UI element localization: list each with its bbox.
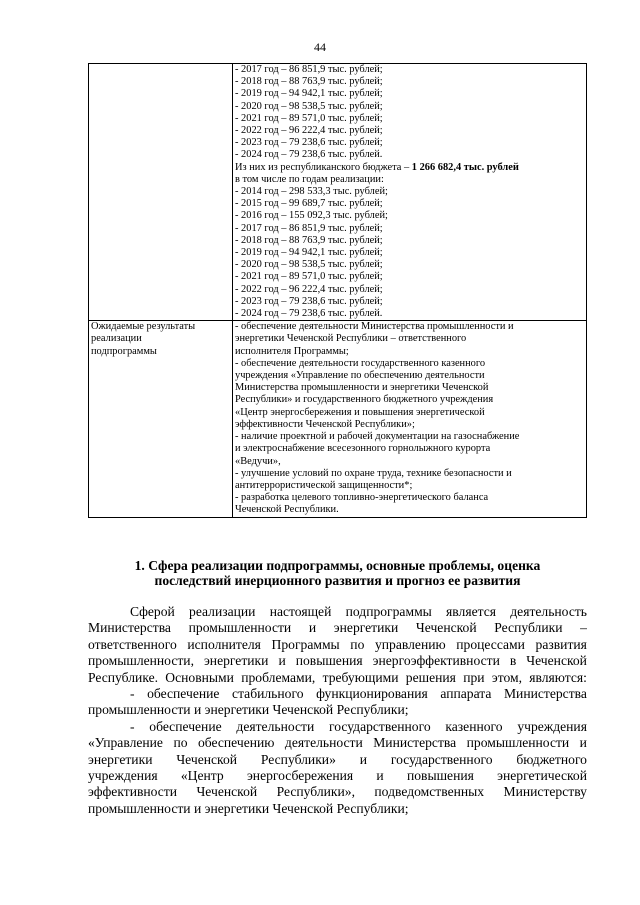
word: Министерства: [88, 620, 171, 636]
table-line: «Ведучи»,: [235, 455, 281, 467]
word: и: [579, 735, 587, 751]
word: по: [173, 735, 188, 751]
section-body: [88, 604, 587, 817]
word: Республики»,: [276, 784, 355, 800]
subprogram-passport-table: [88, 63, 587, 518]
text-line: [88, 752, 587, 768]
problem-item-apparatus: [88, 686, 587, 702]
expected-results-label: [89, 321, 233, 517]
word: Министерства: [503, 686, 587, 702]
word: обеспечение: [147, 686, 220, 702]
problem-item-institutions-last-line: промышленности и энергетики Чеченской Республики;: [88, 800, 409, 816]
word: ответственного: [88, 636, 177, 652]
word: бюджетного: [516, 751, 587, 767]
word: Республики»: [260, 751, 336, 767]
text-line: [88, 670, 587, 686]
word: и: [308, 620, 317, 636]
word: при: [463, 669, 485, 685]
word: Чеченской: [415, 620, 477, 636]
table-line: - 2019 год – 94 942,1 тыс. рублей;: [235, 88, 383, 100]
table-line: - улучшение условий по охране труда, технике безопасности и: [235, 467, 512, 479]
expected-results-row: [89, 321, 587, 517]
word: промышленности: [188, 620, 292, 636]
table-line: - 2023 год – 79 238,6 тыс. рублей;: [235, 295, 383, 307]
word: повышения: [295, 653, 363, 669]
table-line: - 2024 год – 79 238,6 тыс. рублей.: [235, 149, 383, 161]
word: -: [130, 718, 135, 734]
word: учреждения: [88, 768, 158, 784]
word: Республике.: [88, 669, 159, 685]
table-line: - 2017 год – 86 851,9 тыс. рублей;: [235, 64, 383, 75]
funding-row-value-cell: [233, 64, 587, 321]
word: обеспечение: [149, 718, 222, 734]
word: реализации: [189, 604, 256, 619]
word: энергосбережения: [246, 768, 354, 784]
table-line: - 2020 год – 98 538,5 тыс. рублей;: [235, 100, 383, 112]
text-line: [88, 768, 587, 784]
word: промышленности,: [88, 653, 194, 669]
table-line: Министерства промышленности и энергетики Чеченской: [235, 382, 489, 394]
word: учреждения: [517, 718, 587, 734]
word: являются:: [529, 669, 587, 685]
word: и: [359, 751, 368, 767]
text-line: [88, 686, 587, 702]
section-heading: [88, 559, 587, 588]
table-line: Республики» и государственного бюджетного учреждения: [235, 394, 494, 406]
paragraph-scope: [88, 604, 587, 686]
text-line: [88, 719, 587, 735]
word: Республики: [494, 620, 563, 636]
word: аппарата: [440, 686, 492, 702]
word: проблемами,: [241, 669, 316, 685]
word: решения: [405, 669, 456, 685]
word: энергетики: [333, 620, 399, 636]
expected-results-list: [233, 321, 587, 517]
text-line: [88, 653, 587, 669]
word: стабильного: [232, 686, 304, 702]
word: Программы: [271, 636, 340, 652]
word: процессами: [456, 636, 525, 652]
table-line: антитеррористической защищенности*;: [235, 479, 413, 491]
word: исполнителя: [187, 636, 261, 652]
word: является: [446, 604, 497, 619]
word: Сферой: [130, 604, 175, 619]
word: подведомственных: [374, 784, 485, 800]
word: Министерству: [503, 784, 587, 800]
word: по: [350, 636, 365, 652]
word: обеспечению: [197, 735, 275, 751]
table-line: Чеченской Республики.: [235, 504, 339, 516]
table-line: - 2022 год – 96 222,4 тыс. рублей;: [235, 125, 383, 137]
funding-years-list: [235, 64, 584, 162]
table-line: - 2015 год – 99 689,7 тыс. рублей;: [235, 198, 383, 210]
table-line: - разработка целевого топливно-энергетического баланса: [235, 492, 489, 504]
word: энергетики: [88, 751, 153, 767]
word: эффективности: [88, 784, 178, 800]
word: государственного: [390, 751, 493, 767]
text-line: [88, 620, 587, 636]
table-line: подпрограммы: [91, 345, 157, 357]
word: –: [580, 620, 587, 636]
text-line: [88, 735, 587, 751]
regional-budget-total: 1 266 682,4 тыс. рублей: [411, 161, 519, 173]
word: и: [376, 768, 384, 784]
table-line: Ожидаемые результаты: [91, 321, 196, 333]
table-line: - 2020 год – 98 538,5 тыс. рублей;: [235, 259, 383, 271]
word: деятельности: [236, 718, 315, 734]
word: «Центр: [180, 768, 224, 784]
word: казенного: [445, 718, 503, 734]
word: этом,: [491, 669, 522, 685]
word: Основными: [165, 669, 234, 685]
word: в: [509, 653, 517, 669]
table-line: - 2022 год – 96 222,4 тыс. рублей;: [235, 283, 383, 295]
page-number: 44: [314, 40, 326, 54]
table-line: - 2017 год – 86 851,9 тыс. рублей;: [235, 222, 383, 234]
word: энергетики: [203, 653, 269, 669]
word: Чеченской: [176, 751, 238, 767]
problem-item-institutions: [88, 719, 587, 801]
table-line: учреждения «Управление по обеспечению деятельности: [235, 370, 485, 382]
word: энергетической: [497, 768, 587, 784]
regional-budget-prefix: Из них из республиканского бюджета –: [235, 161, 412, 173]
word: управлению: [374, 636, 446, 652]
word: Министерства: [373, 735, 457, 751]
word: Чеченской: [526, 653, 587, 669]
table-line: реализации: [91, 333, 142, 345]
word: промышленности: [466, 735, 570, 751]
word: требующими: [322, 669, 399, 685]
regional-years-list: [235, 186, 584, 320]
table-line: - 2018 год – 88 763,9 тыс. рублей;: [235, 234, 383, 246]
table-line: - наличие проектной и рабочей документации на газоснабжение: [235, 431, 520, 443]
table-line: - 2014 год – 298 533,3 тыс. рублей;: [235, 186, 388, 198]
word: энергоэффективности: [372, 653, 500, 669]
table-line: - 2016 год – 155 092,3 тыс. рублей;: [235, 210, 388, 222]
funding-row-label-cell: [89, 64, 233, 321]
table-line: энергетики Чеченской Республики – ответственного: [235, 333, 467, 345]
problem-item-apparatus-last-line: промышленности и энергетики Чеченской Республики;: [88, 702, 409, 718]
table-line: - 2018 год – 88 763,9 тыс. рублей;: [235, 76, 383, 88]
by-years-caption: в том числе по годам реализации:: [235, 173, 384, 185]
text-line: [88, 604, 587, 620]
section-heading-line: последствий инерционного развития и прогноз ее развития: [154, 572, 521, 588]
word: -: [130, 686, 135, 702]
table-line: - 2023 год – 79 238,6 тыс. рублей;: [235, 137, 383, 149]
table-line: и электроснабжение всесезонного горнолыжного курорта: [235, 443, 491, 455]
word: повышения: [406, 768, 474, 784]
word: функционирования: [316, 686, 428, 702]
table-line: исполнителя Программы;: [235, 345, 349, 357]
table-line: - 2021 год – 89 571,0 тыс. рублей;: [235, 271, 383, 283]
table-line: - 2024 год – 79 238,6 тыс. рублей.: [235, 308, 383, 320]
section-heading-line: 1. Сфера реализации подпрограммы, основные проблемы, оценка: [134, 558, 541, 573]
table-line: - обеспечение деятельности государственного казенного: [235, 357, 486, 369]
regional-budget-line: [235, 162, 584, 174]
text-line: [88, 784, 587, 800]
table-line: - 2019 год – 94 942,1 тыс. рублей;: [235, 247, 383, 259]
table-line: «Центр энергосбережения и повышения энергетической: [235, 406, 485, 418]
word: государственного: [328, 718, 431, 734]
word: деятельность: [510, 604, 587, 619]
word: развития: [535, 636, 587, 652]
word: Чеченской: [196, 784, 258, 800]
word: деятельности: [284, 735, 363, 751]
table-line: - 2021 год – 89 571,0 тыс. рублей;: [235, 112, 383, 124]
word: и: [278, 653, 286, 669]
funding-row: [89, 64, 587, 321]
word: настоящей: [269, 604, 332, 619]
word: «Управление: [88, 735, 163, 751]
table-line: - обеспечение деятельности Министерства промышленности и: [235, 321, 514, 333]
text-line: [88, 637, 587, 653]
word: подпрограммы: [345, 604, 432, 619]
table-line: эффективности Чеченской Республики»;: [235, 418, 415, 430]
